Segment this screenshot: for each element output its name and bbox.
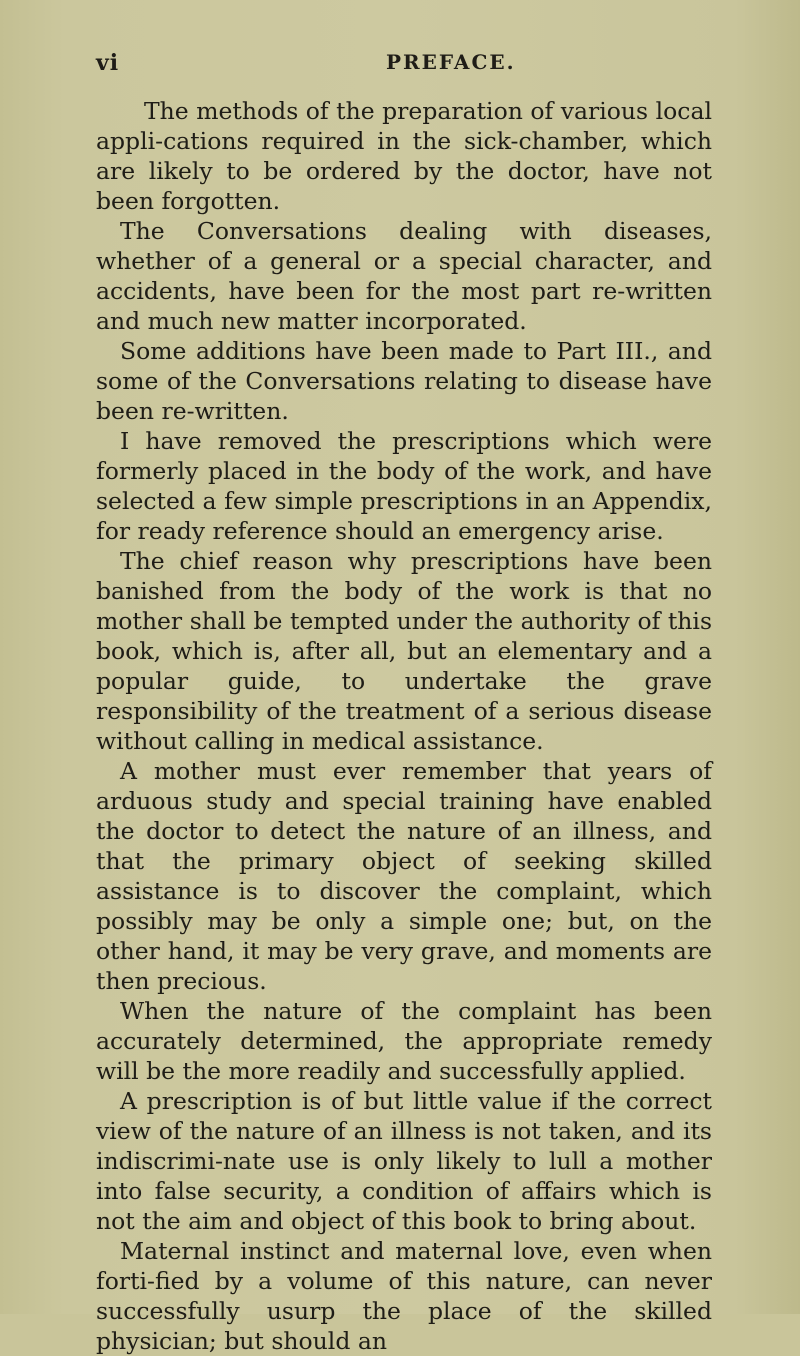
paragraph bbox=[96, 546, 712, 756]
paragraph-text: Some additions have been made to Part III., and some of the Conversations relating to disease have been re-written. bbox=[96, 337, 712, 425]
paragraph bbox=[96, 336, 712, 426]
paragraph bbox=[96, 1236, 712, 1356]
paragraph bbox=[96, 426, 712, 546]
paragraph bbox=[96, 756, 712, 996]
paragraph-text: The methods of the preparation of various local appli-cations required in the sick-chamber, which are likely to be ordered by the doctor, have not been forgotten. bbox=[96, 97, 712, 215]
paragraph bbox=[96, 96, 712, 216]
paragraph-text: The chief reason why prescriptions have been banished from the body of the work is that no mother shall be tempted under the authority of this book, which is, after all, but an elementary and a popular guide, to undertake the grave responsibility of the treatment of a serious disease without calling in medical assistance. bbox=[96, 547, 712, 755]
paragraph-text: The Conversations dealing with diseases, whether of a general or a special character, and accidents, have been for the most part re-written and much new matter incorporated. bbox=[96, 217, 712, 335]
paragraph bbox=[96, 996, 712, 1086]
paragraph bbox=[96, 1086, 712, 1236]
paragraph-text: A prescription is of but little value if the correct view of the nature of an illness is not taken, and its indiscrimi-nate use is only likely to lull a mother into false security, a condition of affairs which is not the aim and object of this book to bring about. bbox=[96, 1087, 712, 1235]
paragraph-text: Maternal instinct and maternal love, even when forti-fied by a volume of this nature, can never successfully usurp the place of the skilled physician; but should an bbox=[96, 1237, 712, 1355]
page-header bbox=[96, 50, 736, 80]
paragraph bbox=[96, 216, 712, 336]
page-number: vi bbox=[96, 50, 120, 76]
running-head: PREFACE. bbox=[386, 50, 516, 74]
body-text bbox=[96, 96, 712, 1356]
paragraph-text: When the nature of the complaint has been accurately determined, the appropriate remedy will be the more readily and successfully applied. bbox=[96, 997, 712, 1085]
paragraph-text: I have removed the prescriptions which were formerly placed in the body of the work, and have selected a few simple prescriptions in an Appendix, for ready reference should an emergency arise. bbox=[96, 427, 712, 545]
paragraph-text: A mother must ever remember that years of arduous study and special training have enabled the doctor to detect the nature of an illness, and that the primary object of seeking skilled assistance is to discover the complaint, which possibly may be only a simple one; but, on the other hand, it may be very grave, and moments are then precious. bbox=[96, 757, 712, 995]
